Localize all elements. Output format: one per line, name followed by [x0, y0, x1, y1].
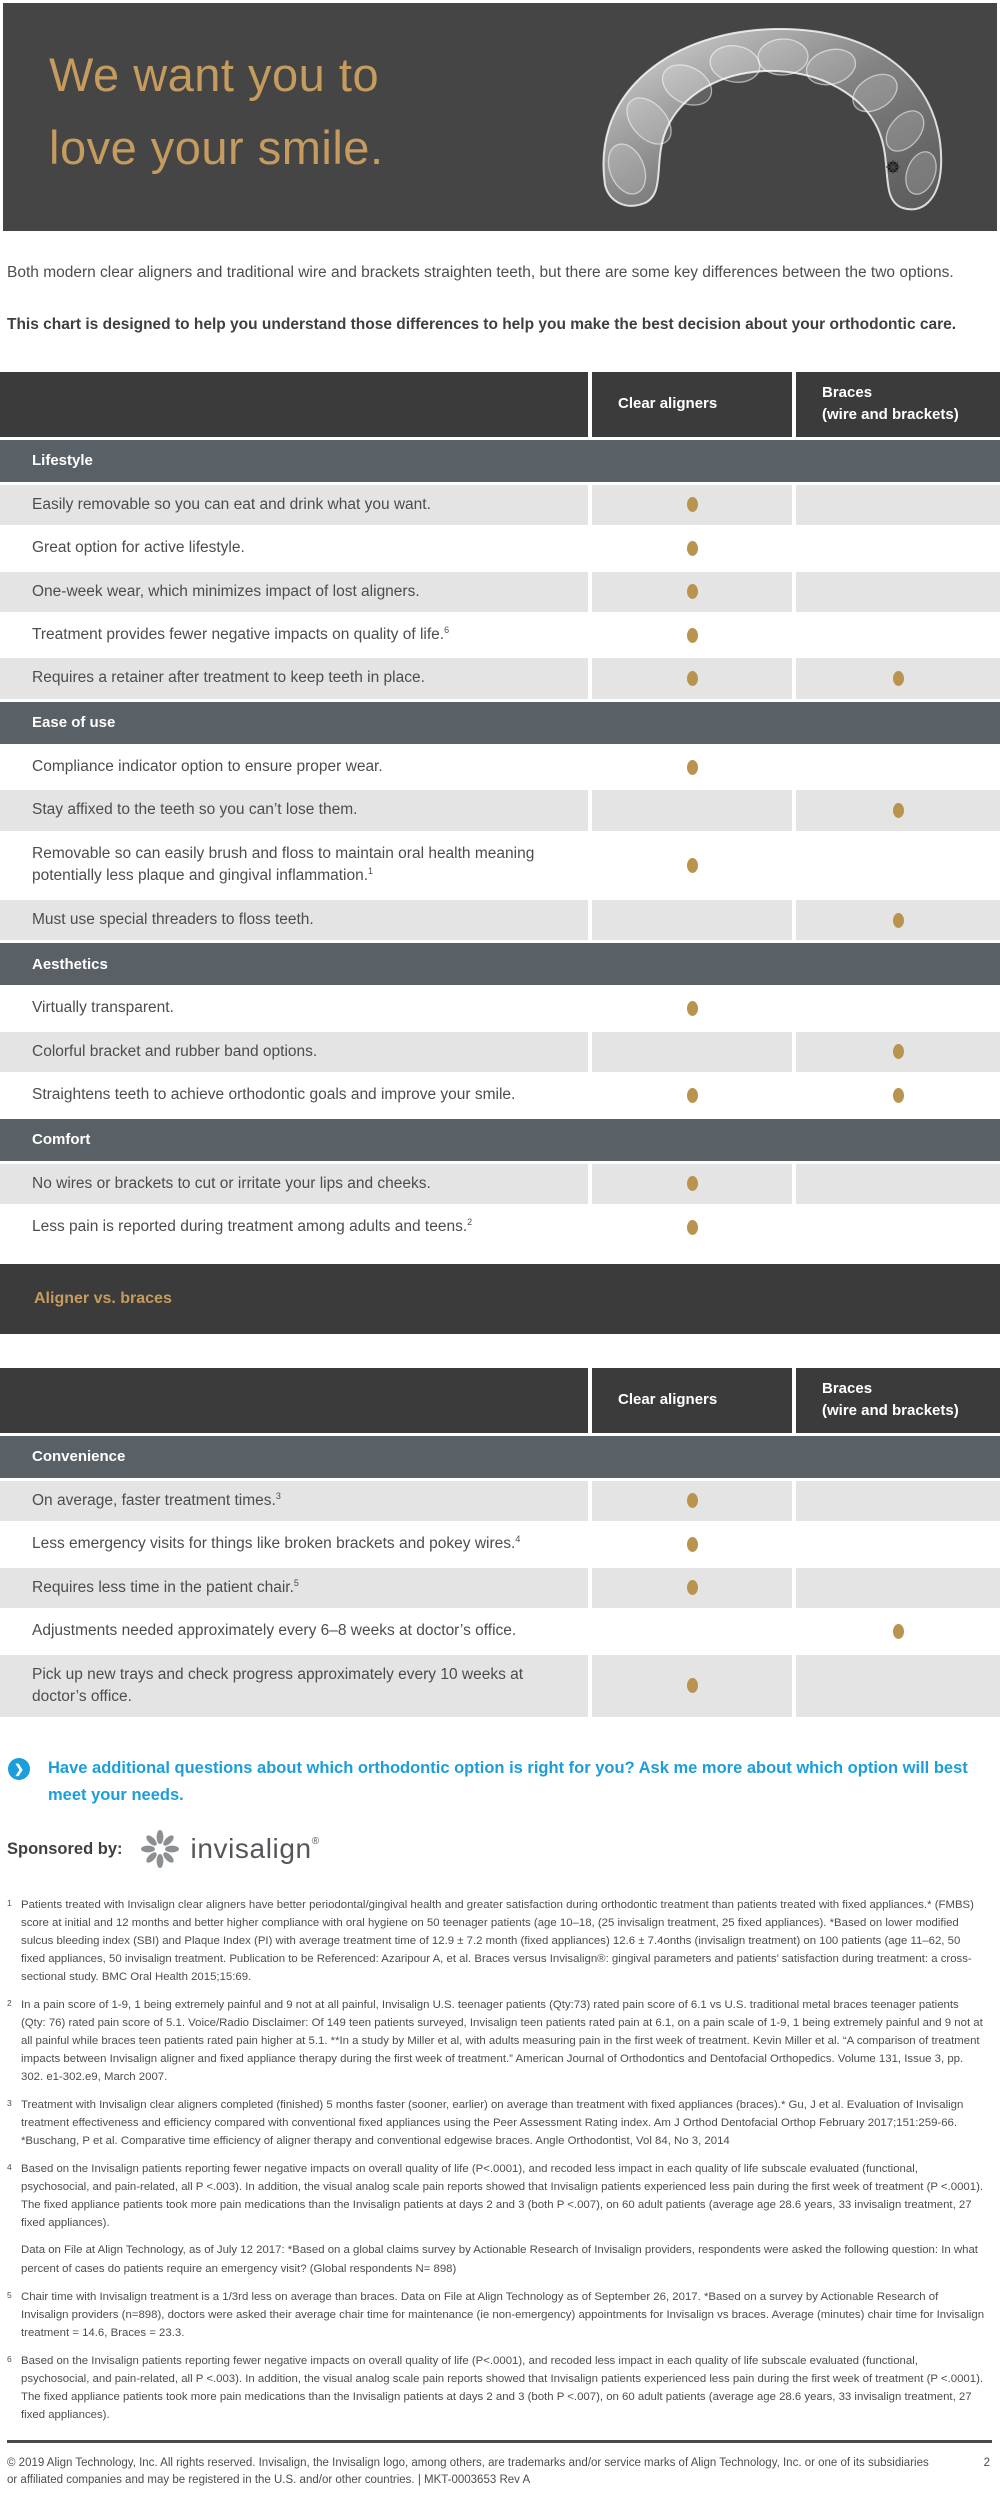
row-label: Requires less time in the patient chair.$^5$ — [0, 1568, 588, 1608]
row-label: Compliance indicator option to ensure proper wear. — [0, 747, 588, 787]
footnote-text: In a pain score of 1-9, 1 being extremely painful and 9 not at all painful, Invisalign U.S. teenager patients (Qty:73) rated pain score of 6.1 vs U.S. traditional metal braces teenager patients (Qty: 76) rated pain score of 5.1. Voice/Radio Disclaimer: Of 149 teen patients surveyed, Invisalign teen patients rated pain at 6.1, on a pain scale of 1-9, 1 being extremely painful and 9 not at all painful while braces teen patients rated pain higher at 5.1. **In a study by Miller et al, with adults measuring pain in the first week of treatment. Kevin Miller et al. “A comparison of treatment impacts between Invisalign aligner and fixed appliance therapy during the first week of treatment.” American Journal of Orthodontics and Dentofacial Orthopedics. Volume 131, Issue 3, pp. 302. e1-302.e9, March 2007. — [21, 1999, 983, 2084]
table-row — [0, 900, 1000, 940]
comparison-table-1 — [0, 372, 1000, 1248]
column-header-braces: Braces (wire and brackets) — [796, 1368, 1000, 1433]
intro-paragraph-bold: This chart is designed to help you understand those differences to help you make the best decision about your orthodontic care. — [7, 315, 957, 333]
compliance-indicator-dot — [886, 160, 900, 174]
footnote-text: Chair time with Invisalign treatment is a 1/3rd less on average than braces. Data on File at Align Technology as of September 26, 2017. *Based on a survey by Actionable Research of Invisalign providers (n=898), doctors were asked their average chair time for maintenance (ie non-emergency) appointments for Invisalign vs braces. Average (minutes) chair time for Invisalign treatment = 14.6, Braces = 23.3. — [21, 2290, 985, 2339]
check-dot — [687, 671, 698, 686]
clear-aligners-cell — [592, 1611, 792, 1651]
row-label: Virtually transparent. — [0, 988, 588, 1028]
footnote-text: Treatment with Invisalign clear aligners completed (finished) 5 months faster (sooner, earlier) on average than treatment with fixed appliances (braces).* Gu, J et al. Evaluation of Invisalign treatment effectiveness and efficiency compared with conventional fixed appliances using the Peer Assessment Rating index. Am J Orthod Dentofacial Orthop February 2017;151:259-66. *Buschang, P et al. Comparative time efficiency of aligner therapy and conventional edgewise braces. Angle Orthodontist, Vol 84, No 3, 2014 — [21, 2099, 964, 2148]
table-row — [0, 1207, 1000, 1247]
table-row — [0, 658, 1000, 698]
section-header: Aesthetics — [0, 943, 1000, 985]
row-label: Less emergency visits for things like broken brackets and pokey wires.$^4$ — [0, 1524, 588, 1564]
page-title — [49, 39, 384, 185]
clear-aligners-cell — [592, 747, 792, 787]
table-body — [0, 440, 1000, 1248]
braces-cell — [796, 1075, 1000, 1115]
braces-cell — [796, 658, 1000, 698]
table-row — [0, 1164, 1000, 1204]
table-row — [0, 485, 1000, 525]
table-row — [0, 790, 1000, 830]
footnote-number: 3 — [7, 2098, 12, 2109]
cta-question — [8, 1755, 992, 1808]
title-line-2: love your smile. — [49, 120, 384, 174]
clear-aligners-cell — [592, 1524, 792, 1564]
braces-cell — [796, 747, 1000, 787]
check-dot — [893, 1044, 904, 1059]
check-dot — [893, 1088, 904, 1103]
braces-cell — [796, 988, 1000, 1028]
braces-cell — [796, 528, 1000, 568]
title-line-1: We want you to — [49, 48, 380, 101]
footnote — [7, 2096, 985, 2150]
clear-aligners-cell — [592, 615, 792, 655]
column-header-clear-aligners: Clear aligners — [592, 1368, 792, 1433]
table-row — [0, 1075, 1000, 1115]
table-header-row — [0, 1368, 1000, 1433]
footnote-number: 6 — [7, 2353, 12, 2364]
braces-cell — [796, 615, 1000, 655]
section-header: Lifestyle — [0, 440, 1000, 482]
invisalign-wordmark: invisalign® — [190, 1833, 320, 1865]
table-row — [0, 834, 1000, 897]
table-row — [0, 528, 1000, 568]
check-dot — [687, 1176, 698, 1191]
row-label: Treatment provides fewer negative impacts on quality of life.$^6$ — [0, 615, 588, 655]
check-dot — [893, 671, 904, 686]
intro-paragraph: Both modern clear aligners and traditional wire and brackets straighten teeth, but there are some key differences between the two options. — [7, 264, 954, 281]
table-row — [0, 747, 1000, 787]
braces-cell — [796, 1164, 1000, 1204]
footnote-text: Patients treated with Invisalign clear aligners have better periodontal/gingival health and greater satisfaction during orthodontic treatment than patients treated with fixed appliances.* (FMBS) score at initial and 12 months and better higher compliance with oral hygiene on 50 teenager patients (age 10–18, (25 invisalign treatment, 25 fixed appliances). *Based on lower modified sulcus bleeding index (SBI) and Plaque Index (PI) with average treatment time of 12.9 ± 7.2 month (fixed appliances) 12.6 ± 7.4onths (invisalign treatment) on 100 patients (age 11–62, 50 fixed appliances, 50 invisalign treatment. Publication to be Referenced: Azaripour A, et al. Braces versus Invisalign®: gingival parameters and patients’ satisfaction during treatment: a cross-sectional study. BMC Oral Health 2015;15:69. — [21, 1899, 974, 1984]
clear-aligners-cell — [592, 988, 792, 1028]
section-header: Convenience — [0, 1436, 1000, 1478]
braces-cell — [796, 1611, 1000, 1651]
braces-cell — [796, 572, 1000, 612]
footnote-number: 1 — [7, 1898, 12, 1909]
row-label: Great option for active lifestyle. — [0, 528, 588, 568]
check-dot — [687, 1678, 698, 1693]
braces-cell — [796, 900, 1000, 940]
table-row — [0, 572, 1000, 612]
check-dot — [687, 628, 698, 643]
clear-aligners-cell — [592, 1481, 792, 1521]
braces-cell — [796, 1207, 1000, 1247]
clear-aligners-cell — [592, 658, 792, 698]
table-row — [0, 1481, 1000, 1521]
clear-aligners-cell — [592, 572, 792, 612]
clear-aligners-cell — [592, 528, 792, 568]
row-label: Easily removable so you can eat and drink what you want. — [0, 485, 588, 525]
footnote — [7, 1896, 985, 1986]
column-header-braces: Braces (wire and brackets) — [796, 372, 1000, 437]
check-dot — [687, 584, 698, 599]
copyright-text: © 2019 Align Technology, Inc. All rights reserved. Invisalign, the Invisalign logo, among others, are trademarks and/or service marks of Align Technology, Inc. or one of its subsidiaries or affiliated companies and may be registered in the U.S. and/or other countries. | MKT-0003653 Rev A — [7, 2456, 929, 2487]
clear-aligners-cell — [592, 834, 792, 897]
table-row — [0, 615, 1000, 655]
section-header: Comfort — [0, 1119, 1000, 1161]
braces-cell — [796, 1524, 1000, 1564]
hero-banner — [3, 3, 997, 231]
row-label: Removable so can easily brush and floss to maintain oral health meaning potentially less plaque and gingival inflammation.$^1$ — [0, 834, 588, 897]
clear-aligners-cell — [592, 1207, 792, 1247]
check-dot — [687, 858, 698, 873]
footnote-number: 4 — [7, 2162, 12, 2173]
check-dot — [687, 1001, 698, 1016]
footnote — [7, 1996, 985, 2086]
chevron-circle-icon: ❯ — [8, 1758, 30, 1780]
clear-aligners-cell — [592, 790, 792, 830]
footnote-text: Based on the Invisalign patients reporting fewer negative impacts on overall quality of life (P<.0001), and recoded less impact in each quality of life subscale evaluated (functional, psychosocial, and pain-related, all P <.003). In addition, the visual analog scale pain reports showed that Invisalign patients experienced less pain during the first week of treatment (P <.0001). The fixed appliance patients took more pain medications than the Invisalign patients at days 2 and 3 (both P <.007), on 60 adult patients (average age 28.6 years, 33 invisalign treatment, 27 fixed appliances). — [21, 2354, 984, 2421]
braces-cell — [796, 834, 1000, 897]
table-row — [0, 1611, 1000, 1651]
clear-aligners-cell — [592, 1032, 792, 1072]
check-dot — [687, 541, 698, 556]
table-row — [0, 1655, 1000, 1718]
aligner-vs-braces-band: Aligner vs. braces — [0, 1264, 1000, 1334]
column-header-clear-aligners: Clear aligners — [592, 372, 792, 437]
check-dot — [687, 760, 698, 775]
clear-aligners-cell — [592, 1655, 792, 1718]
braces-cell — [796, 1481, 1000, 1521]
clear-aligners-cell — [592, 1568, 792, 1608]
clear-aligners-cell — [592, 485, 792, 525]
row-label: Stay affixed to the teeth so you can’t lose them. — [0, 790, 588, 830]
check-dot — [893, 1624, 904, 1639]
check-dot — [687, 1220, 698, 1235]
footnotes — [7, 1896, 985, 2423]
check-dot — [893, 803, 904, 818]
check-dot — [893, 913, 904, 928]
braces-cell — [796, 790, 1000, 830]
page-number: 2 — [983, 2456, 990, 2469]
table-row — [0, 1568, 1000, 1608]
table-header-spacer — [0, 1368, 588, 1433]
row-label: Colorful bracket and rubber band options. — [0, 1032, 588, 1072]
page-footer — [7, 2440, 992, 2504]
row-label: Pick up new trays and check progress approximately every 10 weeks at doctor’s office. — [0, 1655, 588, 1718]
clear-aligners-cell — [592, 900, 792, 940]
sponsor-row — [7, 1826, 992, 1872]
row-label: One-week wear, which minimizes impact of lost aligners. — [0, 572, 588, 612]
table-row — [0, 988, 1000, 1028]
braces-cell — [796, 485, 1000, 525]
check-dot — [687, 1580, 698, 1595]
check-dot — [687, 1537, 698, 1552]
invisalign-logo-icon — [139, 1828, 181, 1870]
footnote-text: Data on File at Align Technology, as of July 12 2017: *Based on a global claims survey by Actionable Research of Invisalign providers, respondents were asked the following question: In what percent of cases do patients require an emergency visit? (Global respondents N= 898) — [21, 2244, 978, 2275]
check-dot — [687, 497, 698, 512]
table-row — [0, 1524, 1000, 1564]
row-label: Must use special threaders to floss teeth. — [0, 900, 588, 940]
clear-aligners-cell — [592, 1075, 792, 1115]
row-label: On average, faster treatment times.$^3$ — [0, 1481, 588, 1521]
table-row — [0, 1032, 1000, 1072]
footnote — [7, 2288, 985, 2342]
table-body — [0, 1436, 1000, 1718]
table-header-row — [0, 372, 1000, 437]
row-label: Adjustments needed approximately every 6–8 weeks at doctor’s office. — [0, 1611, 588, 1651]
sponsored-by-label: Sponsored by: — [7, 1839, 123, 1858]
check-dot — [687, 1088, 698, 1103]
footnote — [7, 2352, 985, 2424]
comparison-table-2 — [0, 1368, 1000, 1718]
footnote-text: Based on the Invisalign patients reporting fewer negative impacts on overall quality of life (P<.0001), and recoded less impact in each quality of life subscale evaluated (functional, psychosocial, and pain-related, all P <.003). In addition, the visual analog scale pain reports showed that Invisalign patients experienced less pain during the first week of treatment (P <.0001). The fixed appliance patients took more pain medications than the Invisalign patients at days 2 and 3 (both P <.007), on 60 adult patients (average age 28.6 years, 33 invisalign treatment, 27 fixed appliances). — [21, 2163, 984, 2230]
row-label: No wires or brackets to cut or irritate your lips and cheeks. — [0, 1164, 588, 1204]
footnote-number: 5 — [7, 2289, 12, 2300]
braces-cell — [796, 1032, 1000, 1072]
footnote — [7, 2160, 985, 2277]
row-label: Less pain is reported during treatment among adults and teens.$^2$ — [0, 1207, 588, 1247]
table-header-spacer — [0, 372, 588, 437]
section-header: Ease of use — [0, 702, 1000, 744]
row-label: Requires a retainer after treatment to keep teeth in place. — [0, 658, 588, 698]
braces-cell — [796, 1655, 1000, 1718]
braces-cell — [796, 1568, 1000, 1608]
check-dot — [687, 1493, 698, 1508]
clear-aligners-cell — [592, 1164, 792, 1204]
clear-aligner-image — [583, 17, 955, 217]
cta-text: Have additional questions about which orthodontic option is right for you? Ask me more about which option will best meet your needs. — [48, 1759, 968, 1804]
page — [0, 3, 1000, 2504]
row-label: Straightens teeth to achieve orthodontic goals and improve your smile. — [0, 1075, 588, 1115]
footnote-number: 2 — [7, 1998, 12, 2009]
